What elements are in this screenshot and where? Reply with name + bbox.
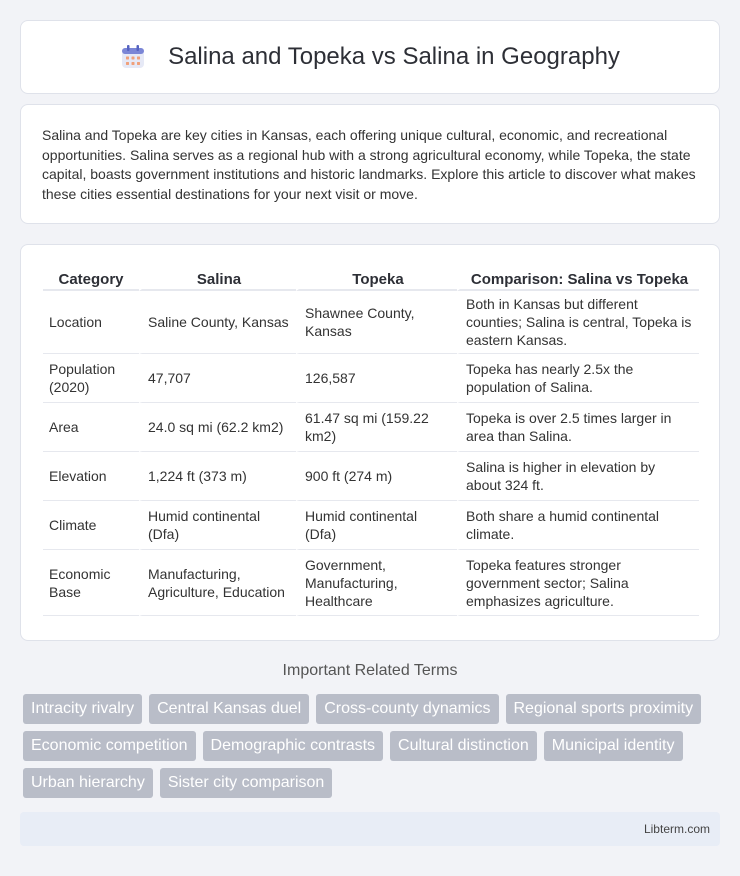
column-header: Salina bbox=[139, 265, 296, 291]
table-row bbox=[43, 550, 699, 616]
footer-brand-link[interactable]: Libterm.com bbox=[643, 822, 710, 836]
related-term-tag[interactable]: Intracity rivalry bbox=[23, 694, 142, 724]
table-cell: Elevation bbox=[43, 452, 139, 501]
table-cell: Humid continental (Dfa) bbox=[296, 501, 457, 550]
table-cell: Topeka has nearly 2.5x the population of Salina. bbox=[457, 354, 699, 403]
table-cell: Salina is higher in elevation by about 324 ft. bbox=[457, 452, 699, 501]
intro-text: Salina and Topeka are key cities in Kansas, each offering unique cultural, economic, and recreational opportunities. Salina serves as a regional hub with a strong agricultural economy, while Topeka, the state capital, boasts government institutions and historic landmarks. Explore this article to discover what makes these cities essential destinations for your next visit or move. bbox=[42, 127, 696, 202]
related-term-tag[interactable]: Cultural distinction bbox=[390, 731, 537, 761]
table-cell: Humid continental (Dfa) bbox=[139, 501, 296, 550]
table-cell: 126,587 bbox=[296, 354, 457, 403]
table-cell: Topeka is over 2.5 times larger in area than Salina. bbox=[457, 403, 699, 452]
intro-card bbox=[20, 104, 720, 224]
related-terms-list bbox=[23, 694, 723, 798]
page-title: Salina and Topeka vs Salina in Geography bbox=[168, 43, 620, 70]
column-header: Topeka bbox=[296, 265, 457, 291]
related-term-tag[interactable]: Cross-county dynamics bbox=[316, 694, 498, 724]
table-row bbox=[43, 291, 699, 354]
related-term-tag[interactable]: Municipal identity bbox=[544, 731, 683, 761]
table-header-row bbox=[43, 265, 699, 291]
table-cell: 900 ft (274 m) bbox=[296, 452, 457, 501]
comparison-table-card bbox=[20, 244, 720, 641]
table-row bbox=[43, 354, 699, 403]
table-cell: Economic Base bbox=[43, 550, 139, 616]
table-cell: Manufacturing, Agriculture, Education bbox=[139, 550, 296, 616]
table-cell: Location bbox=[43, 291, 139, 354]
related-term-tag[interactable]: Regional sports proximity bbox=[506, 694, 702, 724]
table-row bbox=[43, 403, 699, 452]
table-cell: Area bbox=[43, 403, 139, 452]
table-cell: 1,224 ft (373 m) bbox=[139, 452, 296, 501]
table-cell: Topeka features stronger government sector; Salina emphasizes agriculture. bbox=[457, 550, 699, 616]
related-term-tag[interactable]: Economic competition bbox=[23, 731, 196, 761]
table-cell: Both in Kansas but different counties; Salina is central, Topeka is eastern Kansas. bbox=[457, 291, 699, 354]
table-cell: Climate bbox=[43, 501, 139, 550]
related-terms-title: Important Related Terms bbox=[282, 662, 458, 679]
table-row bbox=[43, 501, 699, 550]
table-cell: Shawnee County, Kansas bbox=[296, 291, 457, 354]
table-cell: Both share a humid continental climate. bbox=[457, 501, 699, 550]
related-term-tag[interactable]: Sister city comparison bbox=[160, 768, 333, 798]
table-cell: Population (2020) bbox=[43, 354, 139, 403]
table-cell: 47,707 bbox=[139, 354, 296, 403]
header-card bbox=[20, 20, 720, 94]
table-row bbox=[43, 452, 699, 501]
table-cell: Saline County, Kansas bbox=[139, 291, 296, 354]
table-cell: Government, Manufacturing, Healthcare bbox=[296, 550, 457, 616]
column-header: Comparison: Salina vs Topeka bbox=[457, 265, 699, 291]
comparison-table bbox=[43, 265, 699, 616]
table-cell: 61.47 sq mi (159.22 km2) bbox=[296, 403, 457, 452]
related-term-tag[interactable]: Central Kansas duel bbox=[149, 694, 309, 724]
footer bbox=[20, 812, 720, 846]
related-term-tag[interactable]: Urban hierarchy bbox=[23, 768, 153, 798]
related-term-tag[interactable]: Demographic contrasts bbox=[203, 731, 384, 761]
column-header: Category bbox=[43, 265, 139, 291]
calendar-icon bbox=[120, 44, 146, 70]
table-cell: 24.0 sq mi (62.2 km2) bbox=[139, 403, 296, 452]
